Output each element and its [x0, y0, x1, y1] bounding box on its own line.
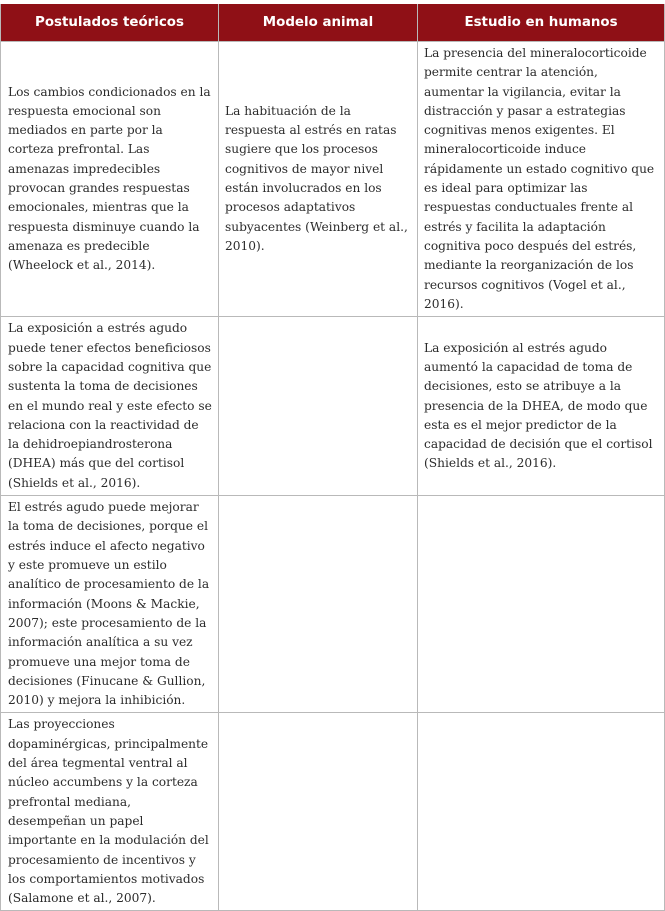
- cell-animal: [219, 496, 418, 713]
- cell-animal: [219, 317, 418, 496]
- cell-text: Los cambios condicionados en la respuesta emocional son mediados en parte por la corteza prefrontal. Las amenazas impredecibles provocan grandes respuestas emocionales, mientras que la respuesta disminuye cuando la amenaza es predecible (Wheelock et al., 2014).: [8, 84, 211, 273]
- cell-postulado: [1, 42, 219, 317]
- header-postulados: Postulados teóricos: [1, 4, 219, 42]
- comparison-table: [0, 4, 665, 911]
- table-row: [1, 496, 665, 713]
- header-estudio-humanos: Estudio en humanos: [418, 4, 665, 42]
- header-row: [1, 4, 665, 42]
- table-row: [1, 713, 665, 911]
- cell-postulado: [1, 317, 219, 496]
- cell-postulado: [1, 713, 219, 911]
- cell-text: El estrés agudo puede mejorar la toma de decisiones, porque el estrés induce el afecto negativo y este promueve un estilo analítico de procesamiento de la información (Moons & Mackie, 2007); este procesamiento de la información analítica a su vez promueve una mejor toma de decisiones (Finucane & Gullion, 2010) y mejora la inhibición.: [8, 500, 210, 708]
- cell-humanos: [418, 496, 665, 713]
- table-row: [1, 42, 665, 317]
- cell-humanos: [418, 713, 665, 911]
- cell-text: La presencia del mineralocorticoide permite centrar la atención, aumentar la vigilancia, evitar la distracción y pasar a estrategias cognitivas menos exigentes. El mineralocorticoide induce rápidamente un estado cognitivo que es ideal para optimizar las respuestas conductuales frente al estrés y facilita la adaptación cognitiva poco después del estrés, mediante la reorganización de los recursos cognitivos (Vogel et al., 2016).: [424, 46, 655, 311]
- cell-text: La habituación de la respuesta al estrés en ratas sugiere que los procesos cognitivos de mayor nivel están involucrados en los procesos adaptativos subyacentes (Weinberg et al., 2010).: [225, 103, 408, 253]
- cell-animal: [219, 713, 418, 911]
- cell-humanos: [418, 42, 665, 317]
- cell-text: La exposición al estrés agudo aumentó la capacidad de toma de decisiones, esto se atribuye a la presencia de la DHEA, de modo que esta es el mejor predictor de la capacidad de decisión que el cortisol (Shields et al., 2016).: [424, 340, 653, 471]
- header-modelo-animal: Modelo animal: [219, 4, 418, 42]
- cell-text: Las proyecciones dopaminérgicas, principalmente del área tegmental ventral al núcleo accumbens y la corteza prefrontal mediana, desempeñan un papel importante en la modulación del procesamiento de incentivos y los comportamientos motivados (Salamone et al., 2007).: [8, 717, 209, 906]
- cell-humanos: [418, 317, 665, 496]
- cell-animal: [219, 42, 418, 317]
- cell-postulado: [1, 496, 219, 713]
- cell-text: La exposición a estrés agudo puede tener efectos beneficiosos sobre la capacidad cognitiva que sustenta la toma de decisiones en el mundo real y este efecto se relaciona con la reactividad de la dehidroepiandrosterona (DHEA) más que del cortisol (Shields et al., 2016).: [8, 321, 212, 490]
- table-row: [1, 317, 665, 496]
